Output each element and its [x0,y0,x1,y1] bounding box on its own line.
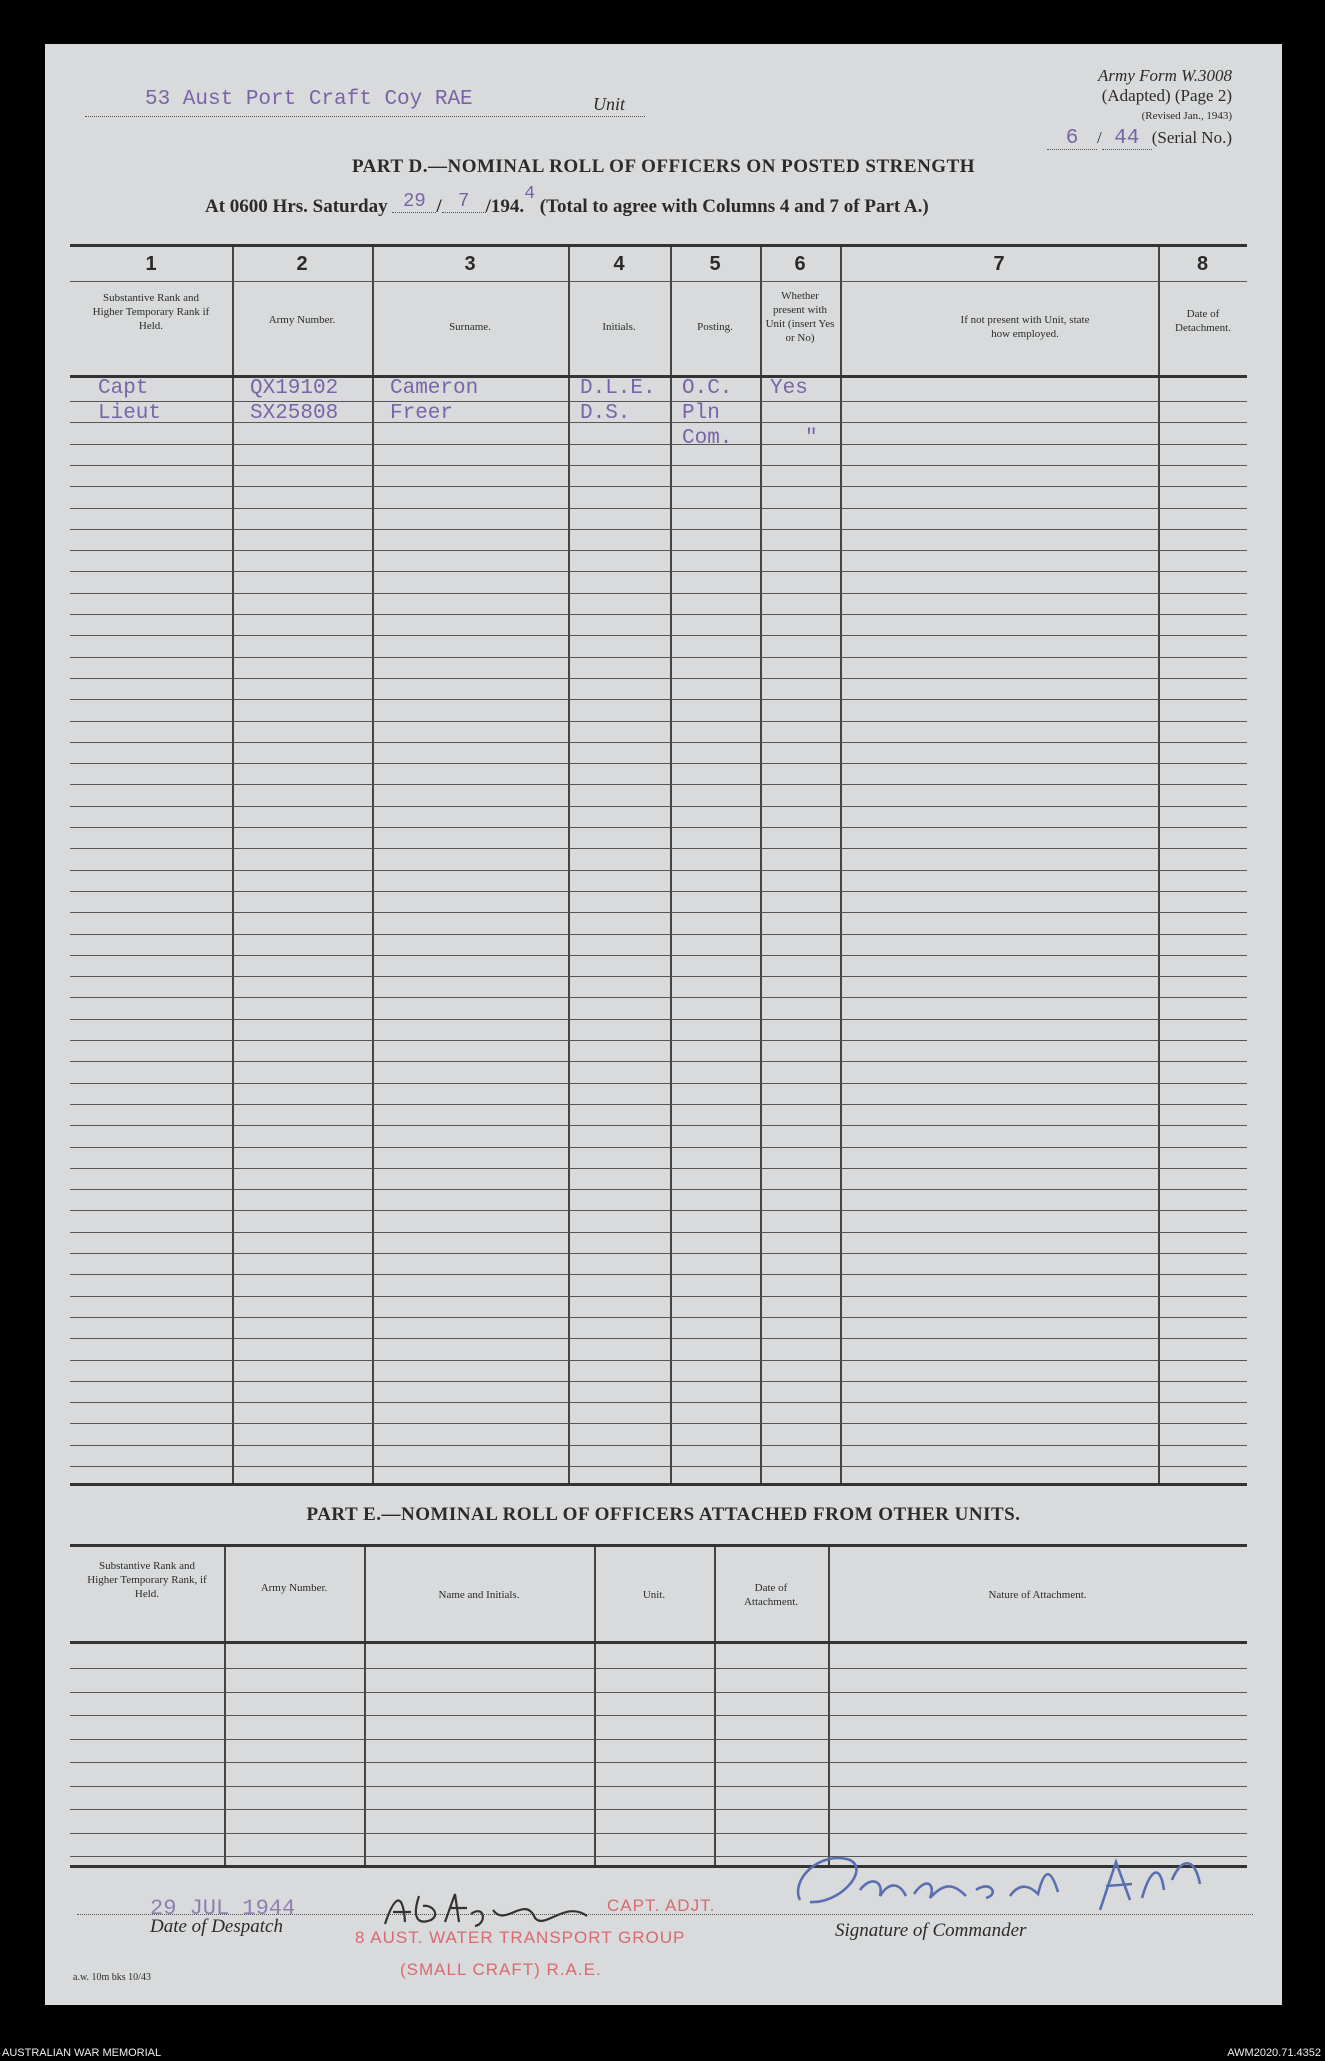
row-rule [70,912,1247,913]
row-rule [70,784,1247,785]
row-rule [70,401,1247,402]
row-1-rank: Capt [98,377,149,400]
row-rule [70,1210,1247,1211]
row-rule [70,1809,1247,1810]
header-rule [70,375,1247,378]
row-rule [70,827,1247,828]
col-7-heading: If not present with Unit, state how employed. [960,314,1090,340]
col-2-number: 2 [296,253,308,275]
date-suffix: (Total to agree with Columns 4 and 7 of Part A.) [539,196,929,217]
col-6-number: 6 [794,253,806,275]
serial-b: 44 [1102,129,1152,150]
row-rule [70,997,1247,998]
serial-label: (Serial No.) [1151,128,1232,147]
row-2-rank: Lieut [98,402,162,425]
form-title: Army Form W.3008 [1098,66,1232,85]
row-rule [70,806,1247,807]
header-rule [70,1641,1247,1644]
row-rule [70,614,1247,615]
row-rule [70,422,1247,423]
col-4-number: 4 [613,253,625,275]
row-rule [70,486,1247,487]
row-3-present: " [805,427,818,450]
row-rule [70,550,1247,551]
col-4-heading: Initials. [602,321,636,333]
row-rule [70,976,1247,977]
row-rule [70,657,1247,658]
row-rule [70,721,1247,722]
part-e-table [70,1544,1247,1868]
col-8-heading: Date of Detachment. [1175,308,1231,334]
vline [224,1547,226,1865]
col-8-number: 8 [1196,253,1209,275]
serial-row: 6 / 44 (Serial No.) [1047,128,1232,150]
caption-right: AWM2020.71.4352 [1227,2047,1321,2059]
row-rule [70,1317,1247,1318]
row-rule [70,1445,1247,1446]
print-code: a.w. 10m bks 10/43 [73,1972,151,1983]
caption-left: AUSTRALIAN WAR MEMORIAL [2,2047,162,2059]
row-rule [70,1147,1247,1148]
year-prefix: /194. [485,196,525,217]
unit-value: 53 Aust Port Craft Coy RAE [145,88,473,111]
document-page [45,44,1282,2005]
row-2-surname: Freer [390,402,454,425]
row-rule [70,635,1247,636]
row-rule [70,1381,1247,1382]
row-rule [70,1786,1247,1787]
row-1-number: QX19102 [250,377,339,400]
row-rule [70,465,1247,466]
row-rule [70,1253,1247,1254]
row-rule [70,571,1247,572]
vline [232,247,234,1483]
row-rule [70,955,1247,956]
row-rule [70,763,1247,764]
col-7-number: 7 [993,253,1005,275]
row-rule [70,593,1247,594]
row-rule [70,870,1247,871]
date-day: 29 [392,190,436,213]
row-rule [70,1040,1247,1041]
part-e-title: PART E.—NOMINAL ROLL OF OFFICERS ATTACHED FROM OTHER UNITS. [306,1504,1021,1525]
row-rule [70,529,1247,530]
despatch-label: Date of Despatch [150,1916,283,1937]
row-rule [70,1189,1247,1190]
row-rule [70,1692,1247,1693]
form-adapted: (Adapted) (Page 2) [1101,86,1232,105]
vline [670,247,672,1483]
part-d-title: PART D.—NOMINAL ROLL OF OFFICERS ON POSTED STRENGTH [351,156,976,177]
row-rule [70,1296,1247,1297]
row-rule [70,1423,1247,1424]
row-rule [70,1338,1247,1339]
part-d-date-line: At 0600 Hrs. Saturday 29 / 7 /194.4 (Total to agree with Columns 4 and 7 of Part A.) [205,184,929,217]
row-rule [70,891,1247,892]
stamp-line-1: CAPT. ADJT. [607,1896,716,1915]
e-col-6-heading: Nature of Attachment. [988,1589,1087,1601]
vline [372,247,374,1483]
vline [714,1547,716,1865]
e-col-4-heading: Unit. [642,1589,666,1601]
e-col-1-heading: Substantive Rank and Higher Temporary Rank, if Held. [87,1560,207,1600]
row-rule [70,1083,1247,1084]
col-2-heading: Army Number. [268,314,336,326]
e-col-3-heading: Name and Initials. [438,1589,520,1601]
row-1-posting: O.C. [682,377,733,400]
row-rule [70,678,1247,679]
form-info [1047,66,1232,150]
row-rule [70,1668,1247,1669]
row-1-surname: Cameron [390,377,479,400]
vline [840,247,842,1483]
row-rule [70,508,1247,509]
col-1-heading: Substantive Rank and Higher Temporary Rank if Held. [92,292,210,332]
col-5-number: 5 [709,253,721,275]
row-rule [70,848,1247,849]
row-3-posting: Com. [682,427,733,450]
row-rule [70,1061,1247,1062]
vline [1158,247,1160,1483]
hline [70,281,1247,282]
part-d-table [70,244,1247,1486]
despatch-date: 29 JUL 1944 [150,1896,296,1921]
date-month: 7 [442,190,486,213]
stamp-line-3: (SMALL CRAFT) R.A.E. [400,1960,602,1979]
vline [760,247,762,1483]
row-rule [70,742,1247,743]
row-rule [70,934,1247,935]
col-1-number: 1 [145,253,157,275]
col-5-heading: Posting. [697,321,733,333]
row-1-present: Yes [770,377,808,400]
row-2-posting: Pln [682,402,720,425]
row-rule [70,1125,1247,1126]
row-rule [70,1739,1247,1740]
row-rule [70,1833,1247,1834]
row-rule [70,1360,1247,1361]
vline [568,247,570,1483]
row-rule [70,699,1247,700]
row-rule [70,444,1247,445]
row-rule [70,1715,1247,1716]
col-6-heading: Whether present with Unit (insert Yes or No) [765,290,835,344]
row-rule [70,1466,1247,1467]
row-rule [70,1274,1247,1275]
row-rule [70,1232,1247,1233]
e-col-2-heading: Army Number. [260,1582,328,1594]
commander-label: Signature of Commander [835,1920,1027,1941]
row-1-initials: D.L.E. [580,377,656,400]
row-2-number: SX25808 [250,402,339,425]
row-rule [70,1168,1247,1169]
e-col-5-heading: Date of Attachment. [743,1582,799,1608]
stamp-line-2: 8 AUST. WATER TRANSPORT GROUP [355,1928,686,1947]
row-rule [70,1019,1247,1020]
serial-a: 6 [1047,129,1097,150]
row-rule [70,1762,1247,1763]
col-3-number: 3 [464,253,476,275]
form-revised: (Revised Jan., 1943) [1141,110,1232,122]
row-rule [70,1402,1247,1403]
col-3-heading: Surname. [449,321,491,333]
commander-signature [780,1840,1220,1920]
unit-label: Unit [593,94,626,114]
year-digit: 4 [524,184,535,204]
row-2-initials: D.S. [580,402,631,425]
at-prefix: At 0600 Hrs. Saturday [205,196,388,217]
unit-line [85,90,645,117]
row-rule [70,1104,1247,1105]
